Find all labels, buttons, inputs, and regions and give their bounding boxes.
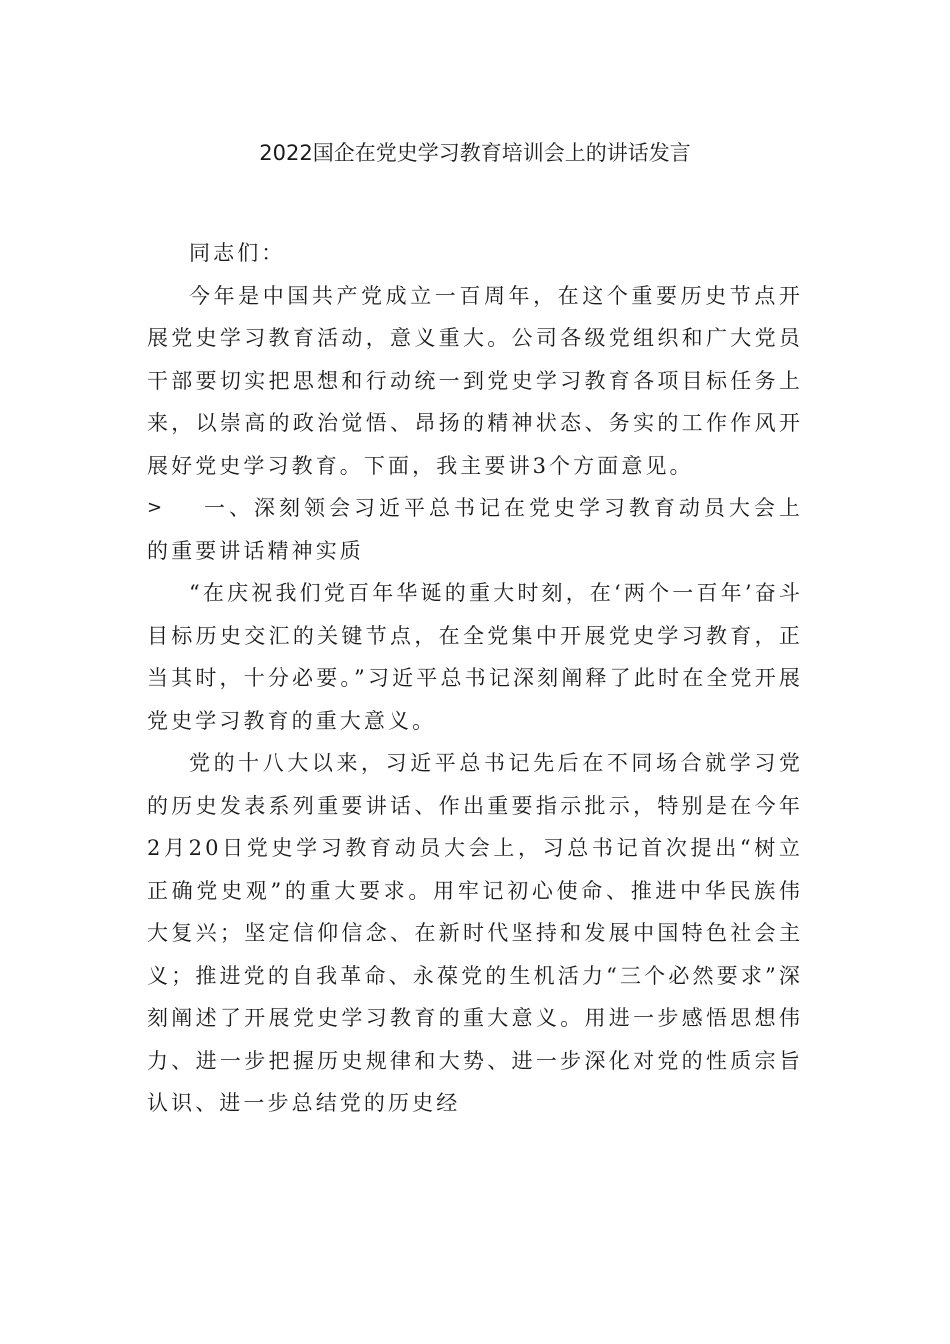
salutation: 同志们： — [189, 241, 286, 265]
document-title: 2022国企在党史学习教育培训会上的讲话发言 — [259, 141, 691, 165]
intro-paragraph: 今年是中国共产党成立一百周年，在这个重要历史节点开展党史学习教育活动，意义重大。公司各级党组织和广大党员干部要切实把思想和行动统一到党史学习教育各项目标任务上来，以崇高的政治觉悟、昂扬的精神状态、务实的工作作风开展好党史学习教育。下面，我主要讲3个方面意见。 — [147, 283, 803, 478]
section-heading — [147, 487, 803, 572]
document-body — [147, 232, 803, 1125]
quote-paragraph: “在庆祝我们党百年华诞的重大时刻，在‘两个一百年’奋斗目标历史交汇的关键节点，在全党集中开展党史学习教育，正当其时，十分必要。”习近平总书记深刻阐释了此时在全党开展党史学习教育的重大意义。 — [147, 581, 803, 733]
body-paragraph: 党的十八大以来，习近平总书记先后在不同场合就学习党的历史发表系列重要讲话、作出重要指示批示，特别是在今年2月20日党史学习教育动员大会上，习总书记首次提出“树立正确党史观”的重大要求。用牢记初心使命、推进中华民族伟大复兴；坚定信仰信念、在新时代坚持和发展中国特色社会主义；推进党的自我革命、永葆党的生机活力“三个必然要求”深刻阐述了开展党史学习教育的重大意义。用进一步感悟思想伟力、进一步把握历史规律和大势、进一步深化对党的性质宗旨认识、进一步总结党的历史经 — [147, 751, 803, 1115]
section-heading-text: 一、深刻领会习近平总书记在党史学习教育动员大会上的重要讲话精神实质 — [147, 496, 803, 563]
chevron-right-icon: > — [147, 497, 163, 518]
